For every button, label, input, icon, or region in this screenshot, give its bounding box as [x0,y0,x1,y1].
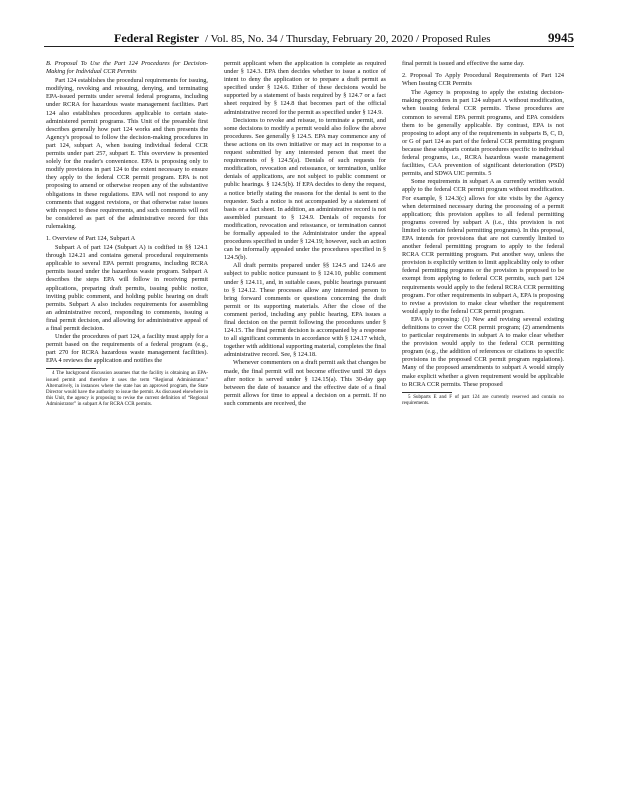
paragraph: The Agency is proposing to apply the existing decision-making procedures in part 124 subpart A without modification, when issuing federal CCR permits. These procedures are common to several EPA permit programs, and EPA considers them to be generally applicable. By contrast, EPA is not proposing to adopt any of the requirements in subparts B, C, D, or G of part 124 as part of the federal CCR permitting program because these subparts contain procedures specific to individual federal programs, i.e., RCRA hazardous waste management facilities, CAA prevention of significant deterioration (PSD) permits, and SDWA UIC permits. 5 [402,89,564,178]
paragraph: final permit is issued and effective the same day. [402,60,525,67]
page-number: 9945 [548,30,574,45]
paragraph: permit applicant when the application is complete as required under § 124.3. EPA then decides whether to issue a notice of intent to deny the application or to prepare a draft permit as specified under § 124.6. Either of these decisions would be supported by a statement of basis required by § 124.7 or a fact sheet required by § 124.8 that becomes part of the official administrative record for the permit as specified under § 124.9. [224,60,386,116]
paragraph: Decisions to revoke and reissue, to terminate a permit, and some decisions to modify a permit would also follow the above procedures. See generally § 124.5. EPA may commence any of these actions on its own initiative or may act in response to a request submitted by any interested person that meet the requirements of § 124.5(a). Denials of such requests for modification, revocation and reissuance, or termination, unlike denials of applications, are not subject to public comment or public hearings. § 124.5(b). If EPA decides to deny the request, a notice briefly stating the reasons for the denial is sent to the requester. Such a notice is not accompanied by a statement of basis or a fact sheet. In addition, an administrative record is not assembled pursuant to § 124.9. Denials of requests for modification, revocation and reissuance, or termination cannot be formally appealed to the Administrator under the appeal procedures specified in under § 124.19; however, such an action can be informally appealed under the procedures specified in § 124.5(b). [224,116,386,262]
paragraph: Part 124 establishes the procedural requirements for issuing, modifying, revoking and reissuing, denying, and terminating EPA-issued permits under several federal programs, including under RCRA for hazardous waste management facilities. Part 124 also establishes procedures applicable to certain state-administered permit programs. This Unit of the preamble first describes generally how part 124 works and then presents the Agency's proposal to follow the decision-making procedures in part 124, subpart A, when issuing individual federal CCR permits under part 257, subpart E. This overview is presented solely for the reader's convenience. EPA is proposing only to modify provisions in part 124 to the extent necessary to ensure they apply to the federal CCR permit program. EPA is not proposing to amend or otherwise reopen any of the substantive obligations in these regulations. EPA will not respond to any comments that suggest revisions, or that otherwise raise issues with respect to these requirements, and such comments will not be considered as part of the administrative record for this rulemaking. [46,77,208,230]
footnote: 5 Subparts E and F of part 124 are currently reserved and contain no requirements. [402,394,564,406]
issue-info: / Vol. 85, No. 34 / Thursday, February 20, 2020 / Proposed Rules [204,33,491,45]
paragraph: Under the procedures of part 124, a facility must apply for a permit based on the requirements of a federal program (e.g., part 270 for RCRA hazardous waste management facilities). EPA 4 reviews the application and notifies the [46,333,208,365]
footnote: 4 The background discussion assumes that the facility is obtaining an EPA-issued permit and therefore it uses the term “Regional Administrator.” Alternatively, in instances where the state has an approved program, the State Director would have the authority to issue the permit. As discussed elsewhere in this Unit, the agency is proposing to revise the current definition of “Regional Administrator” in subpart A for RCRA CCR permits. [46,371,208,408]
footnote-rule [402,392,452,393]
paragraph: EPA is proposing: (1) New and revising several existing definitions to cover the CCR permit program; (2) amendments to particular requirements in subpart A to make clear whether the provision would apply to the federal CCR permitting program (e.g., the addition of references or citations to specific provisions in the proposed CCR permit program regulations). Many of the proposed amendments to subpart A would simply make explicit whether a given requirement would be applicable to RCRA CCR permits. These proposed [402,315,564,388]
subsection-heading: 2. Proposal To Apply Procedural Requirements of Part 124 When Issuing CCR Permits [402,72,564,88]
paragraph: Some requirements in subpart A as currently written would apply to the federal CCR permit program without modification. For example, § 124.3(c) allows for site visits by the Agency when determined necessary during the processing of a permit application; this provision applies to all federal permitting programs covered by subpart A (i.e., this provision is not limited to certain federal permitting programs). In this proposal, EPA intends for provisions that are not currently limited to another federal permitting program to apply to the federal RCRA CCR permitting program. Put another way, unless the provision is explicitly written to limit applicability only to other federal permitting programs or the provision is proposed to be exempt from applying to federal CCR permits, such part 124 requirements would apply to the federal RCRA CCR permitting program. For other requirements in subpart A, EPA is proposing to revise a provision to make clear whether the requirement would apply to the federal CCR permit program. [402,178,564,315]
header-rule [44,46,574,47]
paragraph: All draft permits prepared under §§ 124.5 and 124.6 are subject to public notice pursuant to § 124.10, public comment under § 124.11, and, in suitable cases, public hearings pursuant to § 124.12. These processes allow any interested person to bring forward comments or questions concerning the draft permit or its supporting materials. After the close of the comment period, including any public hearing, EPA issues a final decision on the permit following the procedures under § 124.15. The final permit decision is accompanied by a response to all significant comments in accordance with § 124.17 which, together with additional supporting material, completes the final administrative record. See, § 124.18. [224,262,386,359]
paragraph: Whenever commenters on a draft permit ask that changes be made, the final permit will not become effective until 30 days after notice is served under § 124.15(a). This 30-day gap between the date of issuance and the effective date of a final permit allows for time to appeal a decision on a permit. If no such comments are received, the [224,359,386,407]
column-2 [224,60,386,790]
subsection-heading: 1. Overview of Part 124, Subpart A [46,234,136,242]
footnote-rule [46,368,96,369]
column-3 [402,60,564,790]
section-heading: B. Proposal To Use the Part 124 Procedures for Decision-Making for Individual CCR Permits [46,60,208,76]
column-1 [46,60,208,790]
page-header [44,30,574,44]
journal-name: Federal Register [114,31,199,45]
paragraph: Subpart A of part 124 (Subpart A) is codified in §§ 124.1 through 124.21 and contains general procedural requirements applicable to several EPA permit programs, including RCRA permits issued under the hazardous waste program. Subpart A describes the steps EPA will follow in receiving permit applications, preparing draft permits, issuing public notice, inviting public comment, and holding public hearing on draft permits. Subpart A also includes requirements for assembling an administrative record, responding to comments, issuing a final permit decision, and allowing for administrative appeal of a final permit decision. [46,244,208,332]
